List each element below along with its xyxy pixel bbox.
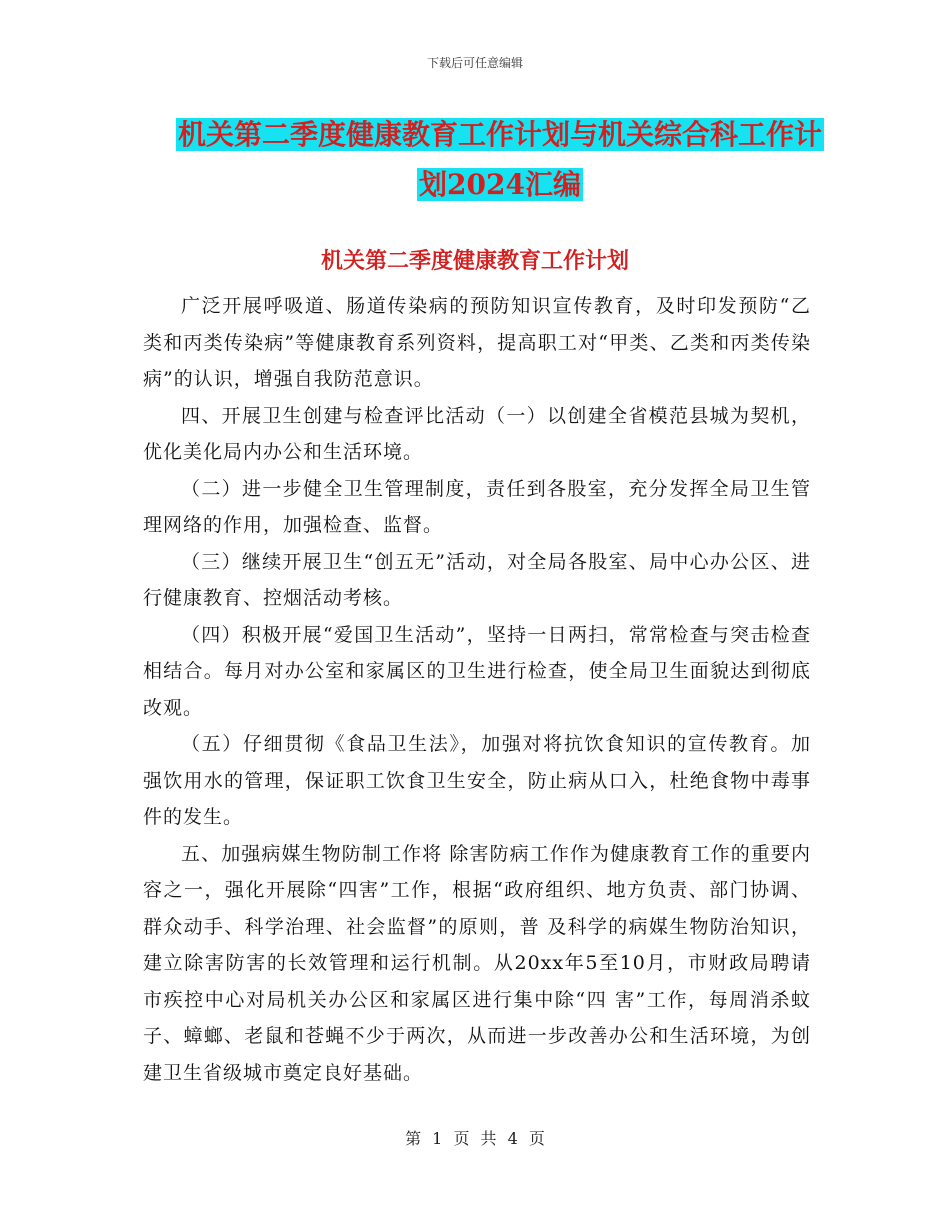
paragraph: （二）进一步健全卫生管理制度，责任到各股室，充分发挥全局卫生管理网络的作用，加强检查、监督。 — [143, 477, 811, 536]
title-line-1: 机关第二季度健康教育工作计划与机关综合科工作计 — [177, 118, 822, 151]
paragraph: 广泛开展呼吸道、肠道传染病的预防知识宣传教育，及时印发预防“乙类和丙类传染病”等健康教育系列资料，提高职工对“甲类、乙类和丙类传染病”的认识，增强自我防范意识。 — [143, 295, 811, 390]
document-title — [140, 110, 860, 210]
body-text — [143, 288, 811, 1091]
paragraph: （四）积极开展“爱国卫生活动”，坚持一日两扫，常常检查与突击检查相结合。每月对办公室和家属区的卫生进行检查，使全局卫生面貌达到彻底改观。 — [143, 623, 811, 719]
section-title: 机关第二季度健康教育工作计划 — [320, 248, 629, 274]
header-note: 下载后可任意编辑 — [426, 56, 523, 70]
title-line-2: 划2024汇编 — [419, 168, 581, 201]
paragraph: 五、加强病媒生物防制工作将 除害防病工作作为健康教育工作的重要内容之一，强化开展除“四害”工作，根据“政府组织、地方负责、部门协调、群众动手、科学治理、社会监督”的原则，普 及科学的病媒生物防治知识，建立除害防害的长效管理和运行机制。从20xx年5至10月，市财政局聘请市疾控中心对局机关办公区和家属区进行集中除“四 害”工作，每周消杀蚊子、蟑螂、老鼠和苍蝇不少于两次，从而进一步改善办公和生活环境，为创建卫生省级城市奠定良好基础。 — [143, 842, 811, 1084]
paragraph: （五）仔细贯彻《食品卫生法》，加强对将抗饮食知识的宣传教育。加强饮用水的管理，保证职工饮食卫生安全，防止病从口入，杜绝食物中毒事件的发生。 — [143, 733, 811, 828]
paragraph: 四、开展卫生创建与检查评比活动（一）以创建全省模范县城为契机，优化美化局内办公和生活环境。 — [143, 404, 811, 463]
page-footer: 第 1 页 共 4 页 — [405, 1129, 545, 1148]
paragraph: （三）继续开展卫生“创五无”活动，对全局各股室、局中心办公区、进行健康教育、控烟活动考核。 — [143, 550, 811, 609]
